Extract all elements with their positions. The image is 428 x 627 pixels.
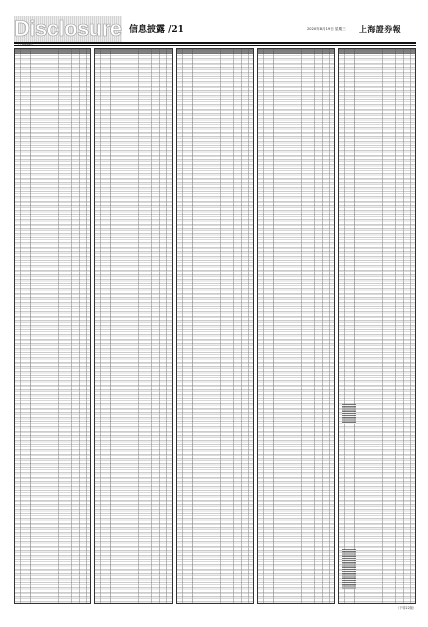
disclosure-table-column-1 (14, 42, 91, 604)
disclosure-table-column-2 (94, 48, 173, 604)
newspaper-name: 上海證券報 (359, 24, 401, 34)
brand-wordmark: Disclosure (14, 16, 122, 41)
table-rows (177, 49, 253, 603)
table-rows (15, 49, 90, 603)
disclosure-table-column-3 (176, 48, 254, 604)
continued-to-note: （下转22版） (396, 606, 416, 610)
table-header-row (15, 49, 90, 54)
issue-date: 2020年8月19日 星期三 (307, 27, 346, 31)
table-rows (339, 49, 415, 603)
continued-from-note: （上接20版） (16, 42, 35, 46)
table-rows (95, 49, 172, 603)
table-header-row (177, 49, 253, 54)
merged-cell-block (342, 549, 356, 589)
merged-cell-block (342, 404, 356, 424)
section-title: 信息披露 /21 (129, 25, 184, 35)
masthead-rule (14, 42, 416, 44)
table-header-row (258, 49, 334, 54)
disclosure-table-column-5 (338, 48, 416, 604)
table-rows (258, 49, 334, 603)
masthead-rule-thin (14, 45, 416, 46)
table-header-row (95, 49, 172, 54)
masthead (14, 16, 416, 42)
table-header-row (339, 49, 415, 54)
disclosure-table-column-4 (257, 48, 335, 604)
